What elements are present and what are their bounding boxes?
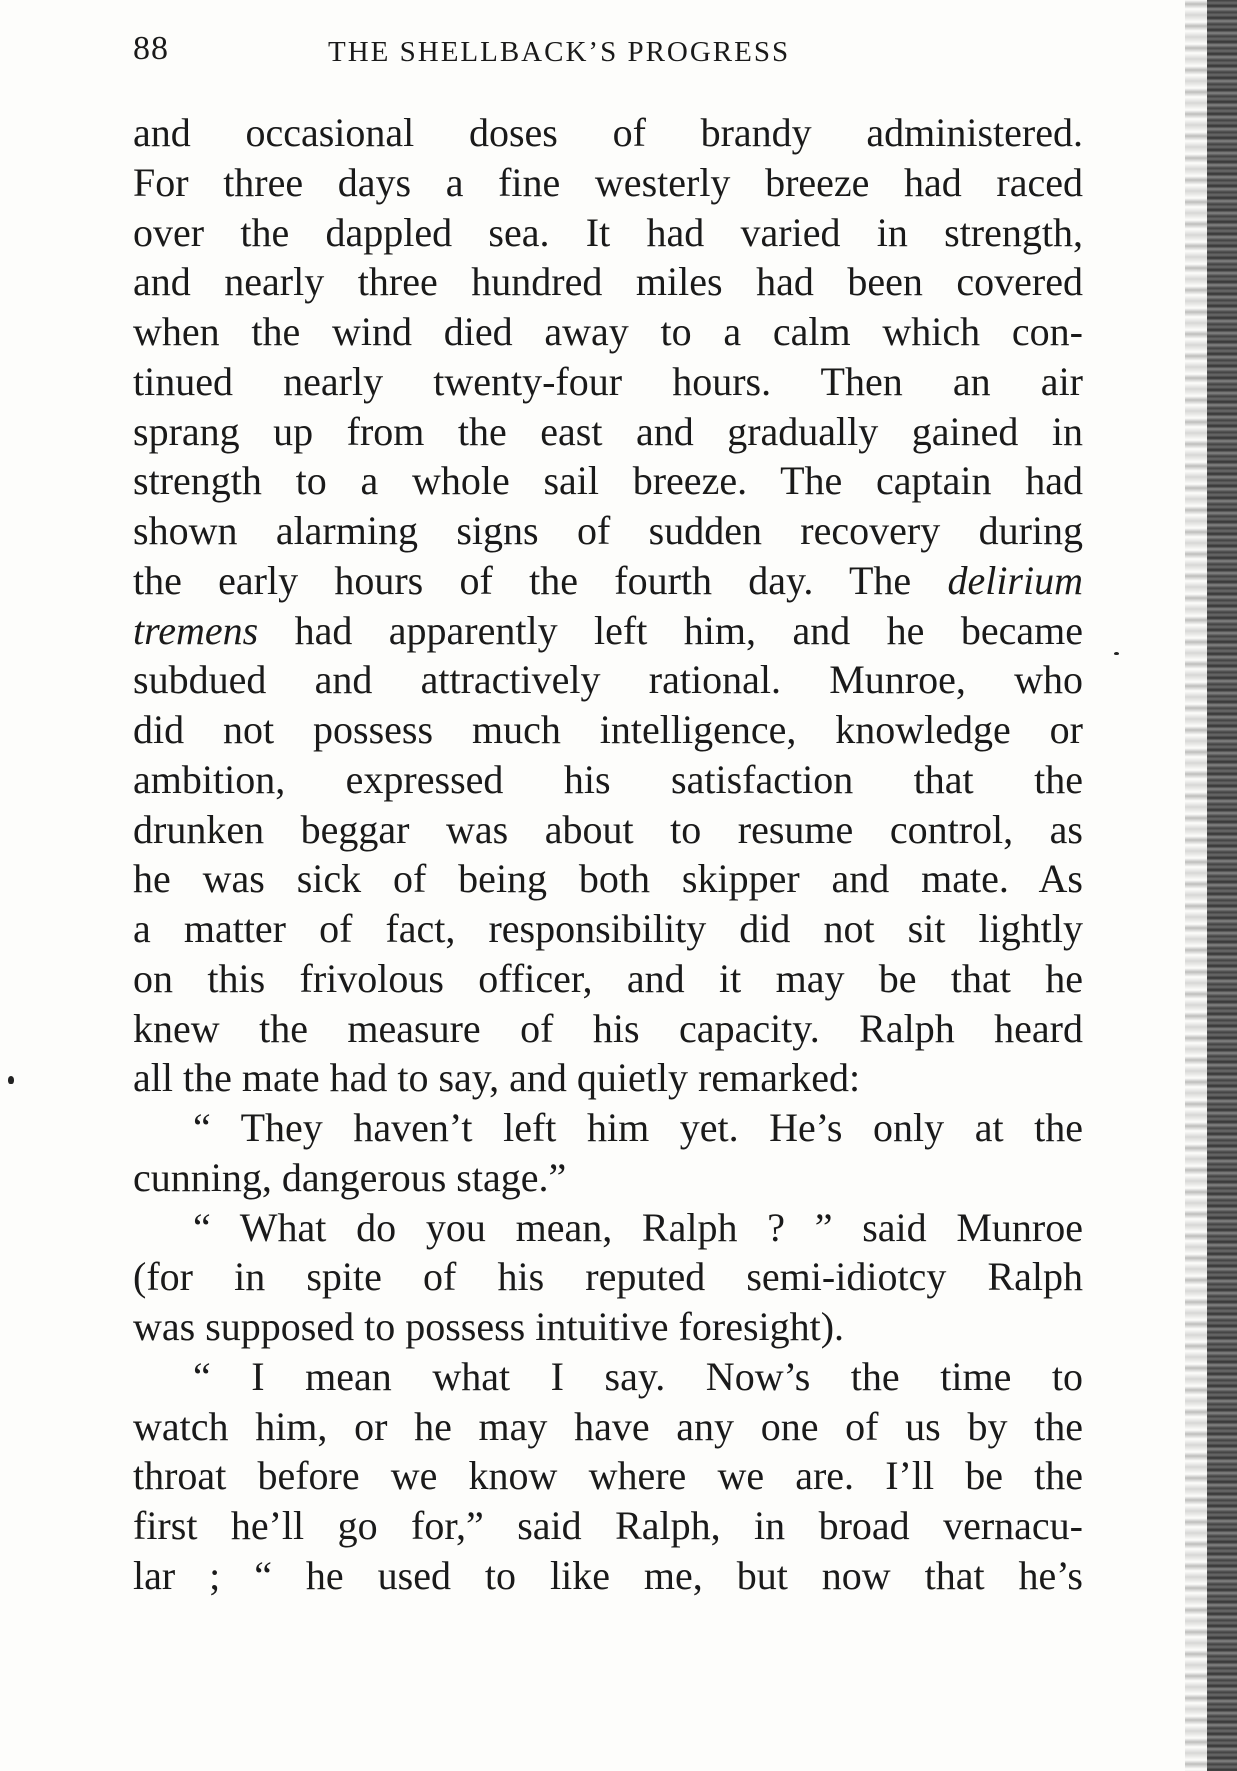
text-line: sprang up from the east and gradually gained in xyxy=(133,408,1083,454)
text-segment: had apparently left him, and he became xyxy=(258,607,1083,653)
body-text xyxy=(133,108,1083,1601)
text-line: drunken beggar was about to resume control, as xyxy=(133,806,1083,852)
italic-term: tremens xyxy=(133,607,259,653)
binding-edge xyxy=(1207,0,1237,1771)
text-line: and occasional doses of brandy administered. xyxy=(133,110,1083,155)
page-edge-shadow xyxy=(1185,0,1207,1771)
text-line: tinued nearly twenty-four hours. Then an air xyxy=(133,358,1083,404)
text-line: throat before we know where we are. I’ll be the xyxy=(133,1453,1083,1499)
text-line xyxy=(133,606,1083,656)
text-line: watch him, or he may have any one of us by the xyxy=(133,1403,1083,1449)
ink-speck xyxy=(1114,652,1119,655)
text-line: when the wind died away to a calm which con- xyxy=(133,309,1083,354)
text-line: strength to a whole sail breeze. The captain had xyxy=(133,458,1083,504)
text-line: knew the measure of his capacity. Ralph heard xyxy=(133,1005,1083,1051)
text-line: (for in spite of his reputed semi-idiotcy Ralph xyxy=(133,1254,1083,1300)
text-segment: the early hours of the fourth day. The xyxy=(133,557,948,603)
text-line: ambition, expressed his satisfaction that the xyxy=(133,756,1083,802)
page-header xyxy=(133,30,1083,80)
text-line: all the mate had to say, and quietly remarked: xyxy=(133,1055,861,1101)
text-line: on this frivolous officer, and it may be that he xyxy=(133,955,1083,1001)
text-line: shown alarming signs of sudden recovery during xyxy=(133,508,1083,553)
text-line xyxy=(133,556,1083,606)
text-line: lar ; “ he used to like me, but now that he’s xyxy=(133,1552,1083,1598)
text-line: “ I mean what I say. Now’s the time to xyxy=(193,1353,1083,1399)
ink-speck xyxy=(8,1076,14,1084)
text-line: first he’ll go for,” said Ralph, in broad vernacu- xyxy=(133,1503,1083,1548)
text-line: over the dappled sea. It had varied in strength, xyxy=(133,209,1083,255)
italic-term: delirium xyxy=(947,557,1083,603)
text-line: he was sick of being both skipper and mate. As xyxy=(133,856,1083,902)
text-line: “ They haven’t left him yet. He’s only at the xyxy=(193,1105,1083,1150)
text-line: was supposed to possess intuitive foresight). xyxy=(133,1304,845,1349)
text-line: subdued and attractively rational. Munroe, who xyxy=(133,657,1083,703)
text-line: did not possess much intelligence, knowledge or xyxy=(133,707,1083,752)
text-line: For three days a fine westerly breeze had raced xyxy=(133,159,1083,205)
text-line: and nearly three hundred miles had been covered xyxy=(133,259,1083,305)
text-line: a matter of fact, responsibility did not sit lightly xyxy=(133,906,1083,951)
running-head: THE SHELLBACK’S PROGRESS xyxy=(328,36,791,68)
text-line: cunning, dangerous stage.” xyxy=(133,1154,567,1200)
text-line: “ What do you mean, Ralph ? ” said Munroe xyxy=(193,1204,1083,1250)
page-number: 88 xyxy=(133,30,169,67)
